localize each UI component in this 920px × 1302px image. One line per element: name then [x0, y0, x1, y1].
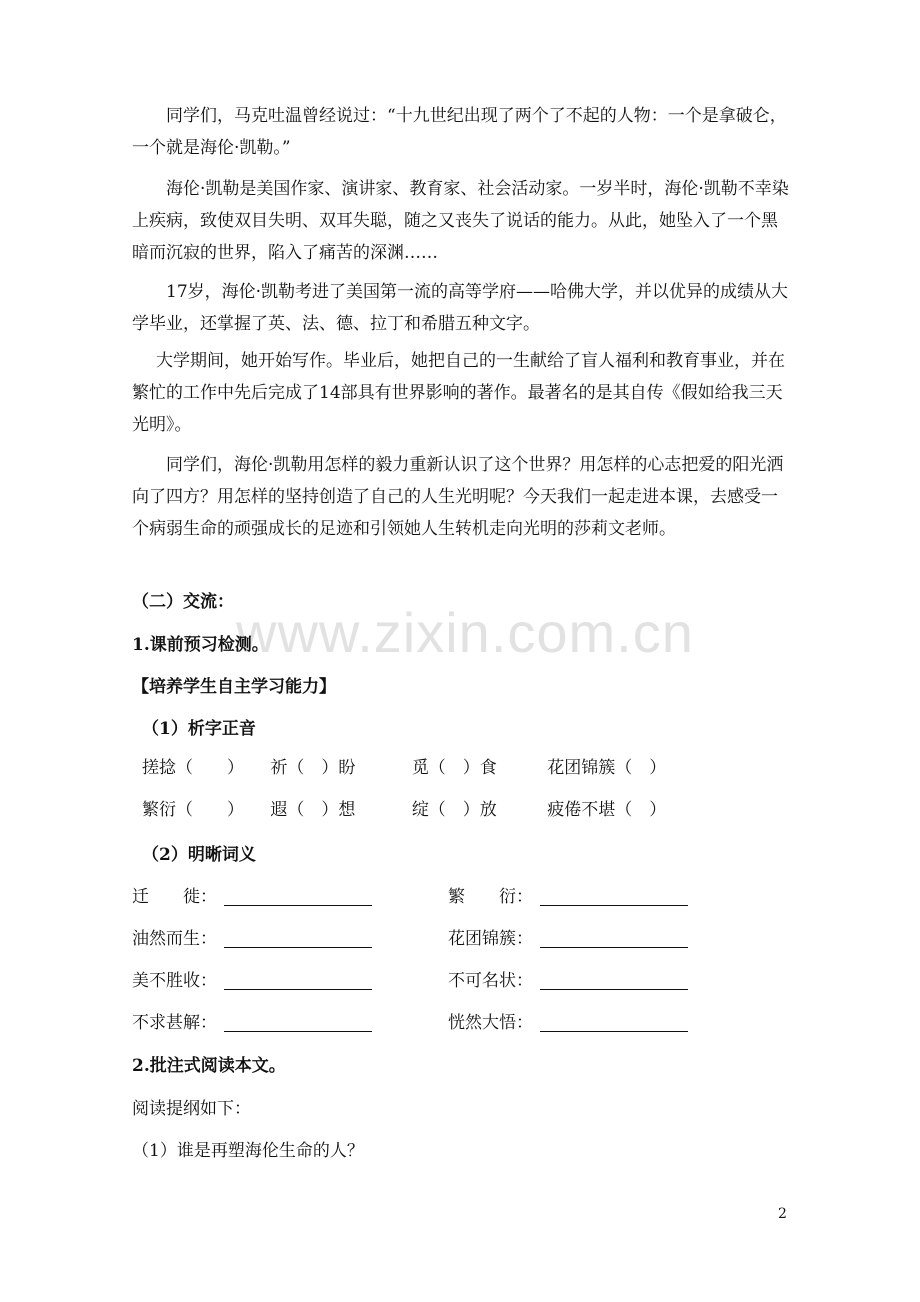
- sub-heading-pronunciation: （1）析字正音: [142, 719, 256, 739]
- vocab-entry: [132, 967, 372, 995]
- answer-blank[interactable]: [540, 885, 688, 906]
- ability-tag: 【培养学生自主学习能力】: [132, 677, 336, 697]
- vocab-term: 油然而生：: [132, 929, 217, 949]
- vocab-entry: [132, 883, 372, 911]
- answer-blank[interactable]: [224, 969, 372, 990]
- paragraph-5: 同学们，海伦·凯勒用怎样的毅力重新认识了这个世界？用怎样的心志把爱的阳光洒向了四方？用怎样的坚持创造了自己的人生光明呢？今天我们一起走进本课，去感受一个病弱生命的顽强成长的足迹和引领她人生转机走向光明的莎莉文老师。: [132, 455, 784, 539]
- pronunciation-item: 觅（ ）食: [411, 758, 497, 778]
- vocab-entry: [448, 925, 688, 953]
- pronunciation-item: 花团锦簇（ ）: [547, 758, 667, 778]
- paragraph-2: 海伦·凯勒是美国作家、演讲家、教育家、社会活动家。一岁半时，海伦·凯勒不幸染上疾病，致使双目失明、双耳失聪，随之又丧失了说话的能力。从此，她坠入了一个黑暗而沉寂的世界，陷入了痛苦的深渊……: [132, 179, 789, 263]
- watermark: www.zixin.com.cn: [236, 601, 694, 664]
- answer-blank[interactable]: [224, 1011, 372, 1032]
- pronunciation-item: 疲倦不堪（ ）: [547, 800, 667, 820]
- pronunciation-item: 绽（ ）放: [411, 800, 497, 820]
- section-heading-exchange: （二）交流：: [132, 592, 234, 612]
- answer-blank[interactable]: [540, 927, 688, 948]
- vocab-term: 迁 徙：: [132, 887, 217, 907]
- vocab-term: 花团锦簇：: [448, 929, 533, 949]
- vocab-term: 恍然大悟：: [448, 1013, 533, 1033]
- vocab-term: 美不胜收：: [132, 971, 217, 991]
- vocab-entry: [448, 883, 688, 911]
- outline-question-1: （1）谁是再塑海伦生命的人？: [132, 1141, 364, 1161]
- vocab-entry: [132, 925, 372, 953]
- vocab-term: 不求甚解：: [132, 1013, 217, 1033]
- answer-blank[interactable]: [224, 885, 372, 906]
- pronunciation-row-1: [142, 754, 666, 782]
- vocab-term: 不可名状：: [448, 971, 533, 991]
- vocab-entry: [448, 1009, 688, 1037]
- paragraph-4: 大学期间，她开始写作。毕业后，她把自己的一生献给了盲人福利和教育事业，并在繁忙的工作中先后完成了14部具有世界影响的著作。最著名的是其自传《假如给我三天光明》。: [132, 351, 785, 435]
- vocab-term: 繁 衍：: [448, 887, 533, 907]
- pronunciation-item: 遐（ ）想: [270, 800, 356, 820]
- pronunciation-item: 繁衍（ ）: [142, 800, 244, 820]
- vocab-entry: [448, 967, 688, 995]
- answer-blank[interactable]: [540, 969, 688, 990]
- item-heading-annotated-reading: 2.批注式阅读本文。: [132, 1056, 286, 1076]
- paragraph-3: 17岁，海伦·凯勒考进了美国第一流的高等学府——哈佛大学，并以优异的成绩从大学毕业，还掌握了英、法、德、拉丁和希腊五种文字。: [132, 282, 789, 334]
- item-heading-preview-check: 1.课前预习检测。: [132, 635, 269, 655]
- answer-blank[interactable]: [224, 927, 372, 948]
- answer-blank[interactable]: [540, 1011, 688, 1032]
- pronunciation-item: 祈（ ）盼: [270, 758, 356, 778]
- pronunciation-item: 搓捻（ ）: [142, 758, 244, 778]
- sub-heading-word-meaning: （2）明晰词义: [142, 845, 256, 865]
- paragraph-1: 同学们，马克吐温曾经说过：“十九世纪出现了两个了不起的人物：一个是拿破仑，一个就是海伦·凯勒。”: [132, 106, 787, 158]
- pronunciation-row-2: [142, 796, 666, 824]
- outline-intro: 阅读提纲如下：: [132, 1099, 251, 1119]
- page-number: 2: [778, 1206, 787, 1222]
- vocab-entry: [132, 1009, 372, 1037]
